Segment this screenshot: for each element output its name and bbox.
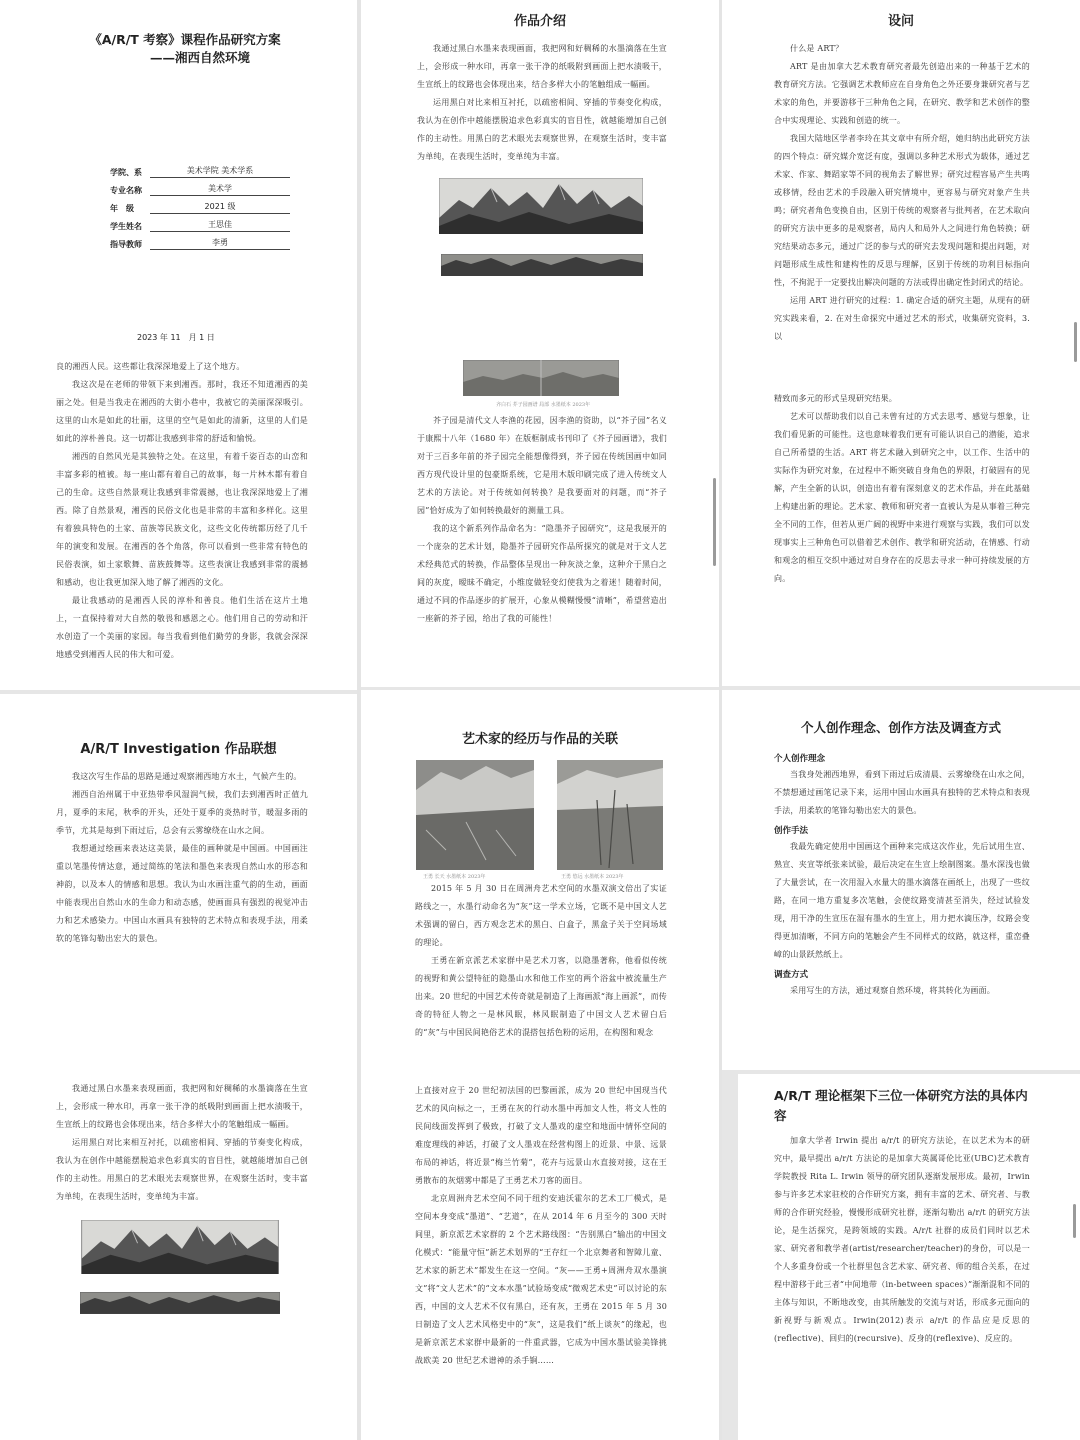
association-page bbox=[0, 694, 357, 1440]
paragraph: 我这次写生作品的思路是通过观察湘西地方水土，气候产生的。 bbox=[72, 772, 302, 781]
artist-painting-right bbox=[557, 760, 663, 870]
paragraph: 良的湘西人民。这些都让我深深地爱上了这个地方。 bbox=[56, 362, 245, 371]
scrollbar[interactable] bbox=[1074, 322, 1077, 362]
paragraph: 上直接对应于 20 世纪初法国的巴黎画派，成为 20 世纪中国现当代艺术的风向标之一，王勇在灰的行动水墨中再加文人性，将文人性的民间线面发挥到了极致，打破了文人墨戏的虚空和地面中情怀空间的难度理线的神话，打破了文人墨戏在经营构图上的近景、中景、远景布局的神话，将近景“梅兰竹菊”，花卉与远景山水直接对接，这在王勇散布的灰烟雾中都是了王勇艺术刀客的面目。 bbox=[415, 1086, 667, 1185]
question-body-2 bbox=[774, 390, 1030, 588]
section-heading: 个人创作理念 bbox=[774, 754, 826, 764]
artist-painting-left bbox=[416, 760, 534, 870]
info-row: 学生姓名 王思佳 bbox=[110, 214, 290, 232]
question-title: 设问 bbox=[887, 14, 914, 29]
association-body bbox=[56, 768, 308, 948]
ink-landscape-scroll bbox=[441, 254, 643, 276]
concept-body bbox=[774, 748, 1030, 1000]
section-heading: 创作手法 bbox=[774, 826, 809, 836]
cover-subtitle: ——湘西自然环境 bbox=[150, 50, 251, 65]
paragraph: 湘西自治州属于中亚热带季风湿润气候，我们去到湘西时正值九月，夏季的末尾，秋季的开头，还处于夏季的炎热时节，暖湿多雨的季节，尤其是每到下雨过后，总会有云雾缭绕在山水之间。 bbox=[56, 790, 308, 835]
concept-title: 个人创作理念、创作方法及调查方式 bbox=[800, 720, 1001, 735]
association-title: A/R/T Investigation 作品联想 bbox=[80, 742, 277, 757]
paragraph: 最让我感动的是湘西人民的淳朴和善良。他们生活在这片土地上，一直保持着对大自然的敬畏和感恩之心。他们用自己的劳动和汗水创造了一个美丽的家园。每当我看到他们勤劳的身影，我就会深深地感受到湘西人民的伟大和可爱。 bbox=[56, 596, 308, 659]
framework-page bbox=[738, 1074, 1080, 1440]
paragraph: 我的这个新系列作品命名为：“隐墨芥子园研究”，这是我展开的一个庞杂的艺术计划，隐墨芥子园研究作品所探究的就是对于文人艺术经典范式的转换，作品整体呈现出一种灰淡之象，这种介于黑白之间的灰度，暧昧不确定，小维度做轻变幻使我为之着迷！随着时间，通过不同的作品逐步的扩展开，心象从模糊慢慢“清晰”，希望营造出一座新的芥子园，给出了我的可能性！ bbox=[417, 524, 667, 623]
association-body-2 bbox=[56, 1080, 308, 1206]
framework-title: A/R/T 理论框架下三位一体研究方法的具体内容 bbox=[774, 1088, 1028, 1123]
paragraph: 我最先确定使用中国画这个画种来完成这次作业，先后试用生宣、熟宣、夹宣等纸张来试验，最后决定在生宣上绘制图案。墨水深浅也做了大量尝试，在一次用湿入水量大的墨水滴落在画纸上，出现了一些纹路，在同一地方重复多次笔触，会使纹路变清甚至消失，经过试验发现，用干净的生宣压在湿有墨水的生宣上，用力把水滴压净，纹路会变得更加清晰，不同方向的笔触会产生不同样式的纹路，就这样，重峦叠嶂的山景跃然纸上。 bbox=[774, 842, 1030, 959]
image-caption: 王勇 悠远 水墨纸本 2023年 bbox=[561, 874, 624, 880]
image-caption: 齐白石 芥子园画谱 局部 水墨纸本 2023年 bbox=[496, 402, 591, 408]
paragraph: 我这次是在老师的带领下来到湘西。那时，我还不知道湘西的美丽之处。但是当我走在湘西的大街小巷中，我被它的美丽深深吸引。这里的山水是如此的壮丽，这里的空气是如此的清新，这里的人们是如此的淳朴善良。这一切都让我感到非常的舒适和愉悦。 bbox=[56, 380, 308, 443]
info-row: 年 级 2021 级 bbox=[110, 196, 290, 214]
paragraph: 什么是 ART？ bbox=[790, 44, 844, 53]
paragraph: 采用写生的方法，通过观察自然环境，将其转化为画面。 bbox=[790, 986, 995, 995]
paragraph: 我国大陆地区学者李玲在其文章中有所介绍，她归纳出此研究方法的四个特点：研究媒介宽泛有度，强调以多种艺术形式为载体，通过艺术家、作家、舞蹈家等不同的视角去了解世界；研究过程容易产生共鸣或移情，经由艺术的手段融入研究情境中，更容易与研究对象产生共鸣；研究者角色变换自由，区别于传统的观察者与批判者，在艺术取向的研究方法中更多的是观察者，局内人和局外人之间进行角色转换；研究结果动态多元，通过广泛的参与式的研究去发现问题和提出问题，对问题形成生成性和建构性的反思与理解，区别于传统的功利目标指向性，不拘泥于一定要找出解决问题的方法或得出确定性封闭式的结论。 bbox=[774, 134, 1030, 287]
intro-title: 作品介绍 bbox=[513, 14, 566, 29]
relation-page bbox=[361, 690, 719, 1440]
relation-body-2 bbox=[415, 1082, 667, 1370]
scrollbar[interactable] bbox=[1073, 1204, 1076, 1238]
cover-title: 《A/R/T 考察》课程作品研究方案 bbox=[89, 32, 281, 47]
intro-page bbox=[361, 0, 719, 687]
paragraph: 我想通过绘画来表达这美景，最佳的画种就是中国画。中国画注重以笔墨传情达意，通过简练的笔法和墨色来表现自然山水的形态和神韵，以及本人的情感和思想。我认为山水画注重气韵的生动，画面中能表现出自然山水的生命力和动态感，使画面具有强烈的视觉冲击力和艺术感染力。中国山水画具有独特的艺术特点和表现手法，用柔软的笔锋勾勒出宏大的景色。 bbox=[56, 844, 308, 943]
question-body bbox=[774, 40, 1030, 346]
info-row: 指导教师 李勇 bbox=[110, 232, 290, 250]
intro-body bbox=[417, 40, 667, 166]
scrollbar[interactable] bbox=[713, 478, 716, 566]
ink-landscape-scroll bbox=[80, 1292, 280, 1314]
relation-title: 艺术家的经历与作品的关联 bbox=[461, 732, 618, 747]
paragraph: 精致而多元的形式呈现研究结果。 bbox=[774, 394, 897, 403]
paragraph: 王勇在新京派艺术家群中是艺术刀客，以隐墨著称，他看似传统的视野和黄公望特征的隐墨山水和他工作室的两个浴盆中被流量生产出来。20 世纪的中国艺术传奇就是制造了上海画派“海上画派”，而传奇的特征人物之一是林风眠，林风眠制造了中国文人艺术留白后的“灰”与中国民间艳俗艺术的混搭包括色粉的运用，在构图和观念 bbox=[415, 956, 667, 1037]
ink-landscape-painting bbox=[439, 178, 643, 234]
paragraph: ART 是由加拿大艺术教育研究者最先创造出来的一种基于艺术的教育研究方法。它强调艺术教师应在自身角色之外还要身兼研究者与艺术家的角色，并要游移于三种角色之间，在研究、教学和艺术创作的整合中实现理论、实践和创造的统一。 bbox=[774, 62, 1030, 125]
paragraph: 湘西的自然风光是其独特之处。在这里，有着千姿百态的山峦和丰富多彩的植被。每一座山都有着自己的故事，每一片林木都有着自己的生命。这些自然景观让我感到非常震撼，也让我深深地爱上了湘西。除了自然景观，湘西的民俗文化也是非常的丰富和多样化。这里有着独具特色的土家、苗族等民族文化，这些文化传统都历经了几千年的演变和发展。在湘西的各个角落，你可以看到一些非常有特色的民俗表演，如土家歌舞、苗族鼓舞等。这些表演让我感到非常的震撼和感动，也让我更加深入地了解了湘西的文化。 bbox=[56, 452, 308, 587]
question-page bbox=[722, 0, 1080, 686]
info-row: 专业名称 美术学 bbox=[110, 178, 290, 196]
ink-landscape-painting bbox=[80, 1220, 280, 1274]
paragraph: 艺术可以帮助我们以自己未曾有过的方式去思考、感觉与想象，让我们看见新的可能性。这也意味着我们更有可能认识自己的潜能，追求自己所希望的生活。ART 将艺术融入到研究之中，以工作、生活中的实际作为研究对象，在过程中不断突破自身角色的界限，打破固有的见解，产生全新的认识，创造出有着有深刻意义的艺术作品，并在此基础上构建出新的理论。艺术家、教师和研究者一直被认为是从事着三种完全不同的工作，但若从更广阔的视野中来进行观察与实践，我们可以发现事实上三种角色可以借着艺术创作、教学和研究活动，在情感、行动和观念的相互交织中通过对自身存在的反思去寻求一种可持续发展的方向。 bbox=[774, 412, 1030, 583]
student-info-table bbox=[110, 160, 290, 250]
image-caption: 王勇 长天 水墨纸本 2023年 bbox=[423, 874, 486, 880]
paragraph: 我通过黑白水墨来表现画面，我把网和好稠稀的水墨滴落在生宣上，会形成一种水印，再拿一张干净的纸吸附到画面上把水渍吸干，生宣纸上的纹路也会体现出来，结合多样大小的笔触组成一幅画。 bbox=[417, 44, 667, 89]
framework-body bbox=[774, 1132, 1030, 1348]
paragraph: 当我身处湘西地界，看到下雨过后成清晨、云雾缭绕在山水之间，不禁想通过画笔记录下来，运用中国山水画具有独特的艺术特点和表现手法，用柔软的笔锋勾勒出宏大的景色。 bbox=[774, 770, 1030, 815]
paragraph: 我通过黑白水墨来表现画面，我把网和好稠稀的水墨滴落在生宣上，会形成一种水印，再拿一张干净的纸吸附到画面上把水渍吸干，生宣纸上的纹路也会体现出来，结合多样大小的笔触组成一幅画。 bbox=[56, 1084, 308, 1129]
concept-page bbox=[722, 690, 1080, 1070]
paragraph: 2015 年 5 月 30 日在周洲舟艺术空间的水墨双演文倍出了实证路线之一，水墨行动命名为“灰”这一学术立场，它既不是中国文人艺术强调的留白，西方观念艺术的黑白、白盒子，黑盒子关于空间场域的理论。 bbox=[415, 884, 667, 947]
paragraph: 加拿大学者 Irwin 提出 a/r/t 的研究方法论，在以艺术为本的研究中，最早提出 a/r/t 方法论的是加拿大英属哥伦比亚(UBC)艺术教育学院教授 Rita L. Irwin 领导的研究团队逐渐发展形成。最初，Irwin 参与许多艺术家驻校的合作研究方案，拥有丰富的艺术、研究者、与教师的合作研究经验，慢慢形成研究社群，逐渐勾勒出 a/r/t 的研究方法论，是生活探究，是跨领域的实践。A/r/t 社群的成员们同时以艺术家、研究者和教学者(artist/researcher/teacher)的身份，可以是一个人多重身份或一个社群里包含艺术家、研究者、师的组合关系，在过程中游移于此三者“中间地带（in-between spaces）”渐渐混和不同的主体与知识，不断地改变，由其所触发的交流与对话，形成多元面向的新视野与新观点。Irwin(2012)表示 a/r/t 的作品应是反思的(reflective)、回归的(recursive)、反身的(reflexive)、反应的。 bbox=[774, 1136, 1030, 1343]
paragraph: 北京周洲舟艺术空间不同于纽约安迪沃霍尔的艺术工厂模式，是空间本身变成“墨道”、“艺道”，在从 2014 年 6 月至今的 300 天时间里，新京派艺术家群的 2 个艺术路线图：“告别黑白”输出的中国文化模式：“能量守恒”新艺术划界的“王存红一个北京舞者和智障儿童、艺术家的新艺术”都发生在这一空间。“灰——王勇+周洲舟双水墨演文”将“文人艺术”的“文本水墨”试验场变成“微观艺术史”可以讨论的东西，中国的文人艺术不仅有黑白，还有灰，王勇在 2015 年 5 月 30 日制造了文人艺术风格史中的“灰”，这是我们“纸上谈灰”的缘起，也是新京派艺术家群中最新的一件重武器，它成为中国水墨试验美锋挑战欧美 20 世纪艺术谱神的杀手锏…… bbox=[415, 1194, 667, 1365]
relation-body bbox=[415, 880, 667, 1042]
intro-body-2 bbox=[417, 412, 667, 628]
mustard-garden-painting bbox=[463, 360, 619, 396]
section-heading: 调查方式 bbox=[774, 970, 809, 980]
paragraph: 运用 ART 进行研究的过程：1. 确定合适的研究主题，从现有的研究实践来看，2. 在对生命探究中通过艺术的形式，收集研究资料，3. 以 bbox=[774, 296, 1030, 341]
cover-page bbox=[0, 0, 357, 690]
paragraph: 运用黑白对比来相互衬托，以疏密相间、穿插的节奏变化构成，我认为在创作中越能摆脱追求色彩真实的盲目性，就越能增加自己创作的主动性。用黑白的艺术眼光去观察世界，在观察生活时，变丰富为单纯，在表现生活时，变单纯为丰富。 bbox=[417, 98, 667, 161]
cover-date: 2023 年 11 月 1 日 bbox=[137, 333, 215, 342]
cover-body bbox=[56, 358, 308, 664]
paragraph: 运用黑白对比来相互衬托，以疏密相间、穿插的节奏变化构成，我认为在创作中越能摆脱追求色彩真实的盲目性，就越能增加自己创作的主动性。用黑白的艺术眼光去观察世界，在观察生活时，变丰富为单纯，在表现生活时，变单纯为丰富。 bbox=[56, 1138, 308, 1201]
paragraph: 芥子园是清代文人李渔的花园，因李渔的资助，以“芥子园”名义于康熙十八年（1680 年）在版框制成书刊印了《芥子园画谱》，我们对于三百多年前的芥子园完全能想像得到，芥子园在传统国画中如同西方现代设计里的包豪斯系统，它是用木版印刷完成了进入传统文人艺术的方法论。对于传统如何转换？是我要面对的问题，而“芥子园”恰好成为了如何转换最好的测量工具。 bbox=[417, 416, 667, 515]
info-row: 学院、系 美术学院 美术学系 bbox=[110, 160, 290, 178]
